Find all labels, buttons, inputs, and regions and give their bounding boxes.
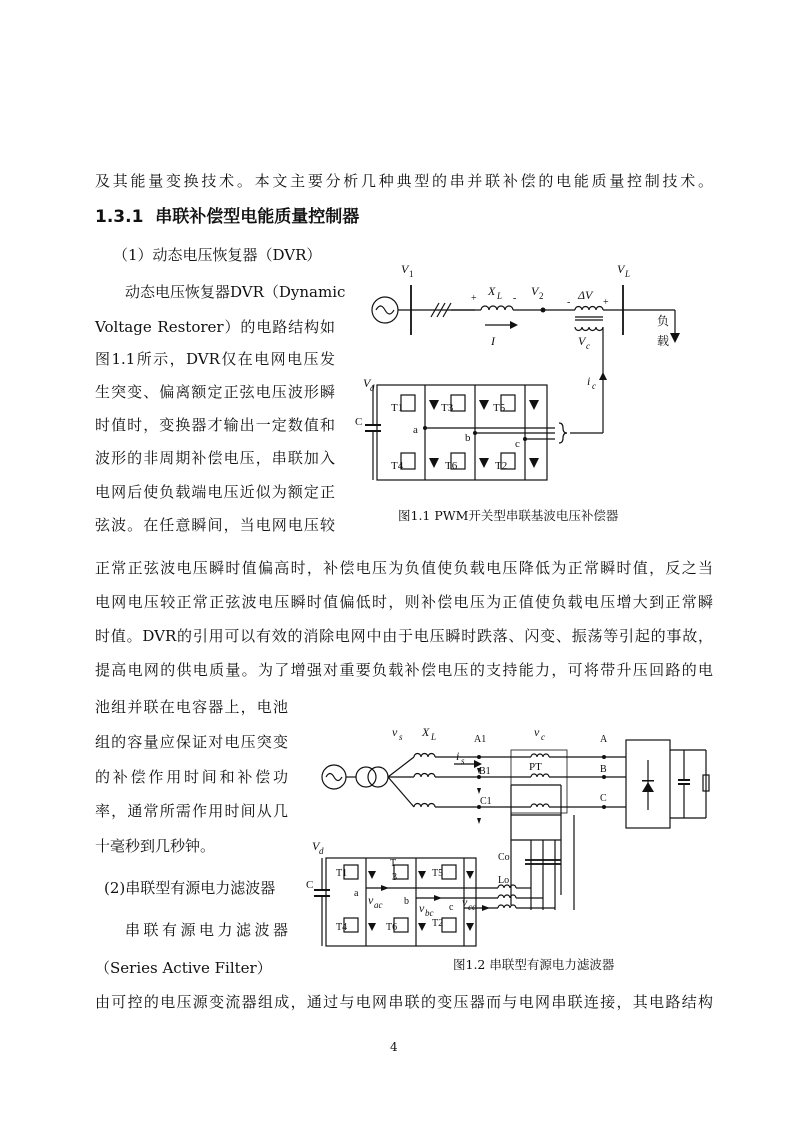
label-vd: V: [312, 839, 320, 853]
label-t1: T1: [391, 402, 404, 414]
dvr-line: 波形的非周期补偿电压，串联加入: [95, 449, 335, 467]
dvr-line: 时值时，变换器才输出一定数值和: [95, 416, 335, 434]
subheading-saf: (2)串联型有源电力滤波器: [104, 879, 276, 897]
dvr-line: 弦波。在任意瞬间，当电网电压较: [95, 516, 335, 534]
label-v1-sub: 1: [409, 269, 414, 279]
label-vl-sub: L: [625, 269, 631, 279]
label-load-2: 载: [657, 334, 670, 348]
label-vl: V: [617, 262, 625, 276]
page-number: 4: [390, 1040, 398, 1054]
label-a: a: [413, 424, 418, 436]
dvr-line: 电网后使负载端电压近似为额定正: [95, 483, 335, 501]
section-number: 1.3.1: [95, 207, 144, 227]
label-c: c: [449, 902, 454, 913]
label-t2: T2: [495, 460, 508, 472]
label-vac: v: [368, 893, 374, 907]
label-vd-sub: d: [370, 383, 375, 393]
label-v2: V: [531, 284, 539, 298]
section-title: 串联补偿型电能质量控制器: [155, 207, 360, 227]
section-heading: [95, 204, 359, 230]
label-vd-sub: d: [319, 846, 324, 856]
label-xl-sub: L: [497, 291, 503, 301]
label-cap: C: [355, 416, 363, 428]
label-phase-a: A: [600, 734, 608, 745]
label-phase-c: C: [600, 793, 607, 804]
label-c: c: [515, 438, 520, 450]
figure-1-1-circuit: [355, 255, 710, 495]
label-co: Co: [498, 852, 510, 863]
label-t5: T5: [493, 402, 506, 414]
svg-text:+: +: [471, 293, 477, 304]
saf-line: 的补偿作用时间和补偿功: [95, 768, 288, 786]
paragraph-line: 电网电压较正常正弦波电压瞬时值偏低时，则补偿电压为正值使负载电压增大到正常瞬: [95, 593, 713, 611]
saf-line: 池组并联在电容器上，电池: [95, 698, 288, 716]
label-vc: v: [534, 725, 540, 739]
figure-1-1-caption: 图1.1 PWM开关型串联基波电压补偿器: [398, 508, 619, 523]
saf-line: 率，通常所需作用时间从几: [95, 802, 288, 820]
label-xl: X: [488, 284, 496, 298]
label-phase-b: B: [600, 764, 607, 775]
label-vcc: v: [462, 895, 468, 909]
figure-1-2-caption: 图1.2 串联型有源电力滤波器: [453, 957, 615, 972]
saf-line: （Series Active Filter）: [95, 959, 272, 977]
label-v2-sub: 2: [539, 291, 544, 301]
label-dv: ΔV: [578, 288, 593, 302]
label-ic-sub: c: [592, 381, 596, 391]
label-b: b: [404, 896, 409, 907]
label-vcc-sub: cc: [468, 902, 476, 912]
label-vd: V: [363, 376, 371, 390]
svg-text:-: -: [513, 293, 517, 304]
label-t6: T6: [386, 922, 398, 933]
saf-line: 十毫秒到几秒钟。: [95, 837, 216, 855]
label-load-1: 负: [657, 314, 670, 328]
label-t5: T5: [432, 868, 444, 879]
label-t4: T4: [391, 460, 404, 472]
label-vs-sub: s: [399, 732, 403, 742]
label-vc-sub: c: [541, 732, 545, 742]
subheading-dvr: （1）动态电压恢复器（DVR）: [113, 246, 322, 264]
label-vc-sub: c: [586, 341, 590, 351]
label-t3: T: [390, 858, 397, 869]
label-t2: T2: [432, 918, 444, 929]
paragraph-line: 提高电网的供电质量。为了增强对重要负载补偿电压的支持能力，可将带升压回路的电: [95, 661, 713, 679]
label-is-sub: s: [461, 756, 465, 766]
label-v1: V: [401, 262, 409, 276]
paragraph-line: 及其能量变换技术。本文主要分析几种典型的串并联补偿的电能质量控制技术。: [95, 172, 713, 190]
dvr-line: Voltage Restorer）的电路结构如: [95, 318, 335, 336]
label-a1: A1: [474, 734, 487, 745]
label-is: i: [456, 749, 460, 763]
saf-line: 组的容量应保证对电压突变: [95, 733, 288, 751]
label-c1: C1: [480, 796, 492, 807]
paragraph-line: 由可控的电压源变流器组成，通过与电网串联的变压器而与电网串联连接，其电路结构: [95, 993, 713, 1011]
label-t3: T3: [441, 402, 454, 414]
label-a: a: [354, 888, 359, 899]
label-t4: T4: [336, 922, 348, 933]
dvr-line: 图1.1所示，DVR仅在电网电压发: [95, 350, 335, 368]
label-t6: T6: [445, 460, 458, 472]
label-t1: T1: [336, 868, 348, 879]
label-t3-num: 3: [392, 872, 397, 883]
label-vc: V: [578, 334, 586, 348]
svg-text:-: -: [567, 297, 571, 308]
figure-1-2-circuit: [306, 720, 716, 950]
label-i: I: [491, 334, 495, 348]
label-lo: Lo: [498, 875, 510, 886]
svg-text:+: +: [603, 297, 609, 308]
label-ic: i: [587, 374, 591, 388]
label-xl-sub: L: [431, 732, 437, 742]
dvr-line: 动态电压恢复器DVR（Dynamic: [125, 283, 346, 301]
label-pt: PT: [529, 761, 542, 773]
paragraph-line: 时值。DVR的引用可以有效的消除电网中由于电压瞬时跌落、闪变、振荡等引起的事故，: [95, 627, 713, 645]
paragraph-line: 正常正弦波电压瞬时值偏高时，补偿电压为负值使负载电压降低为正常瞬时值，反之当: [95, 559, 713, 577]
label-cap: C: [306, 879, 314, 891]
label-vac-sub: ac: [374, 900, 383, 910]
label-vbc-sub: bc: [425, 908, 434, 918]
label-b: b: [465, 432, 471, 444]
dvr-line: 生突变、偏离额定正弦电压波形瞬: [95, 383, 335, 401]
label-vs: v: [392, 725, 398, 739]
label-vbc: v: [419, 901, 425, 915]
saf-line: 串联有源电力滤波器: [125, 921, 288, 939]
label-b1: B1: [479, 766, 491, 777]
label-xl: X: [422, 725, 430, 739]
